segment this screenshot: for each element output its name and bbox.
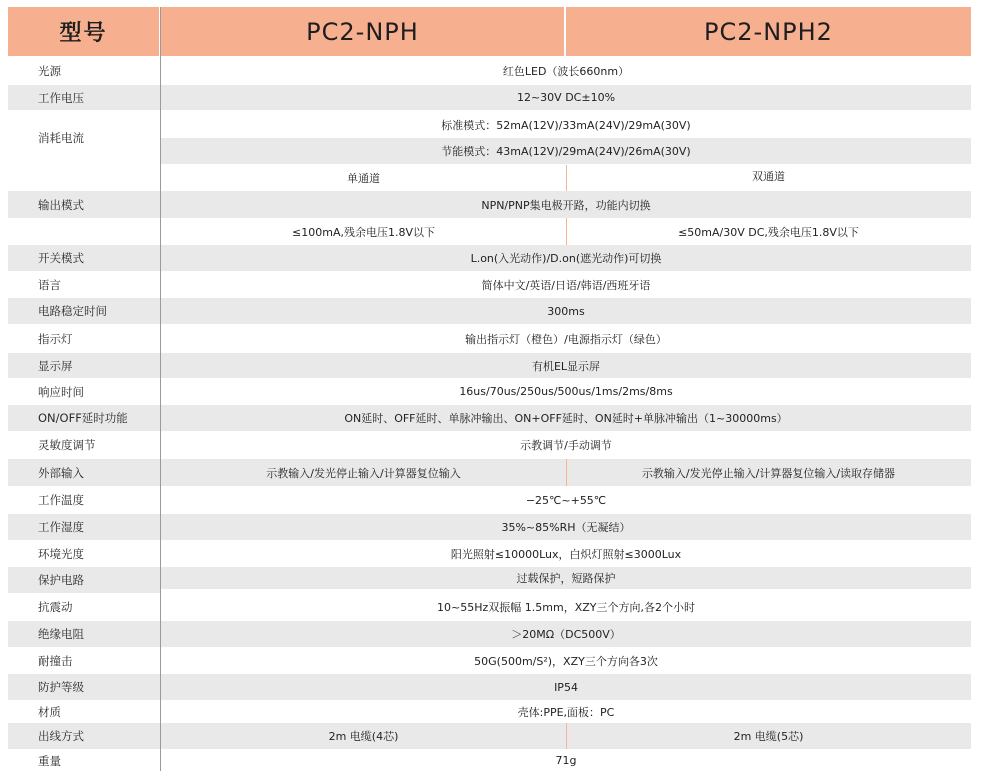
label-shade — [8, 459, 160, 486]
label-insulation: 绝缘电阻 — [38, 627, 84, 641]
value-insulation: ＞20MΩ（DC500V） — [161, 621, 971, 647]
value-light-source: 红色LED（波长660nm） — [502, 65, 630, 78]
label-shade — [8, 245, 160, 271]
label-switch-mode: 开关模式 — [38, 251, 84, 265]
value-wiring-p1: 2m 电缆(4芯) — [161, 723, 566, 749]
label-shade — [8, 191, 160, 218]
label-protection: 保护电路 — [38, 573, 84, 587]
label-ip: 防护等级 — [38, 680, 84, 694]
value-delay: ON延时、OFF延时、单脉冲输出、ON+OFF延时、ON延时+单脉冲输出（1~30000ms） — [161, 405, 971, 431]
label-weight: 重量 — [38, 753, 61, 768]
label-display: 显示屏 — [38, 358, 73, 373]
label-language: 语言 — [38, 278, 61, 292]
spec-table — [8, 7, 971, 771]
label-shade — [8, 723, 160, 749]
value-display: 有机EL显示屏 — [161, 353, 971, 378]
value-shock: 50G(500m/S²)，XZY三个方向各3次 — [474, 654, 658, 668]
label-response: 响应时间 — [38, 384, 84, 399]
label-stable-time: 电路稳定时间 — [38, 304, 107, 318]
value-ip: IP54 — [161, 674, 971, 700]
value-temperature: −25℃~+55℃ — [525, 493, 607, 507]
label-column-divider — [160, 7, 161, 771]
value-external-input-p1: 示教输入/发光停止输入/计算器复位输入 — [161, 459, 566, 486]
column-divider — [566, 218, 567, 245]
label-vibration: 抗震动 — [38, 600, 73, 614]
column-divider — [566, 723, 567, 749]
label-humidity: 工作湿度 — [38, 520, 84, 534]
value-humidity: 35%~85%RH（无凝结） — [161, 514, 971, 540]
label-external-input: 外部输入 — [38, 465, 84, 480]
header-product-1: PC2-NPH — [161, 7, 564, 56]
value-output-p1-spec: ≤100mA,残余电压1.8V以下 — [292, 225, 435, 239]
value-external-input-p2: 示教输入/发光停止输入/计算器复位输入/读取存储器 — [566, 459, 971, 486]
label-wiring: 出线方式 — [38, 729, 84, 743]
label-sensitivity: 灵敏度调节 — [38, 438, 96, 452]
value-output-p2-spec: ≤50mA/30V DC,残余电压1.8V以下 — [678, 225, 859, 239]
label-shock: 耐撞击 — [38, 653, 73, 668]
label-indicator: 指示灯 — [38, 332, 73, 346]
label-shade — [8, 514, 160, 540]
value-output-common: NPN/PNP集电极开路，功能内切换 — [161, 191, 971, 218]
value-sensitivity: 示教调节/手动调节 — [520, 439, 612, 452]
label-shade — [8, 85, 160, 110]
value-switch-mode: L.on(入光动作)/D.on(遮光动作)可切换 — [161, 245, 971, 271]
value-wiring-p2: 2m 电缆(5芯) — [566, 723, 971, 749]
label-shade — [8, 621, 160, 647]
value-stable-time: 300ms — [161, 298, 971, 324]
value-current-eco: 节能模式：43mA(12V)/29mA(24V)/26mA(30V) — [161, 138, 971, 164]
value-voltage: 12~30V DC±10% — [161, 85, 971, 110]
header-product-2: PC2-NPH2 — [566, 7, 971, 56]
value-weight: 71g — [555, 754, 577, 767]
value-language: 简体中文/英语/日语/韩语/西班牙语 — [481, 279, 651, 292]
label-delay: ON/OFF延时功能 — [38, 411, 128, 425]
value-indicator: 输出指示灯（橙色）/电源指示灯（绿色） — [465, 333, 667, 346]
label-temperature: 工作温度 — [38, 493, 84, 507]
label-material: 材质 — [38, 704, 61, 719]
value-material: 壳体:PPE,面板：PC — [517, 705, 615, 719]
column-divider — [566, 165, 567, 191]
label-shade — [8, 353, 160, 378]
value-ambient-light: 阳光照射≤10000Lux，白炽灯照射≤3000Lux — [450, 547, 682, 561]
column-divider — [566, 459, 567, 486]
value-response: 16us/70us/250us/500us/1ms/2ms/8ms — [459, 385, 673, 398]
value-current-standard: 标准模式：52mA(12V)/33mA(24V)/29mA(30V) — [441, 118, 691, 132]
value-output-p1: 单通道 — [347, 172, 380, 185]
label-light-source: 光源 — [38, 64, 61, 78]
label-output: 输出模式 — [38, 198, 84, 212]
label-shade — [8, 674, 160, 700]
label-shade — [8, 567, 160, 593]
value-output-p2: 双通道 — [752, 170, 785, 183]
label-ambient-light: 环境光度 — [38, 546, 84, 561]
header-model-label: 型号 — [8, 7, 159, 56]
value-vibration: 10~55Hz双振幅 1.5mm，XZY三个方向,各2个小时 — [437, 601, 695, 614]
label-voltage: 工作电压 — [38, 90, 84, 105]
value-protection: 过载保护，短路保护 — [161, 567, 971, 589]
label-current: 消耗电流 — [38, 130, 84, 145]
